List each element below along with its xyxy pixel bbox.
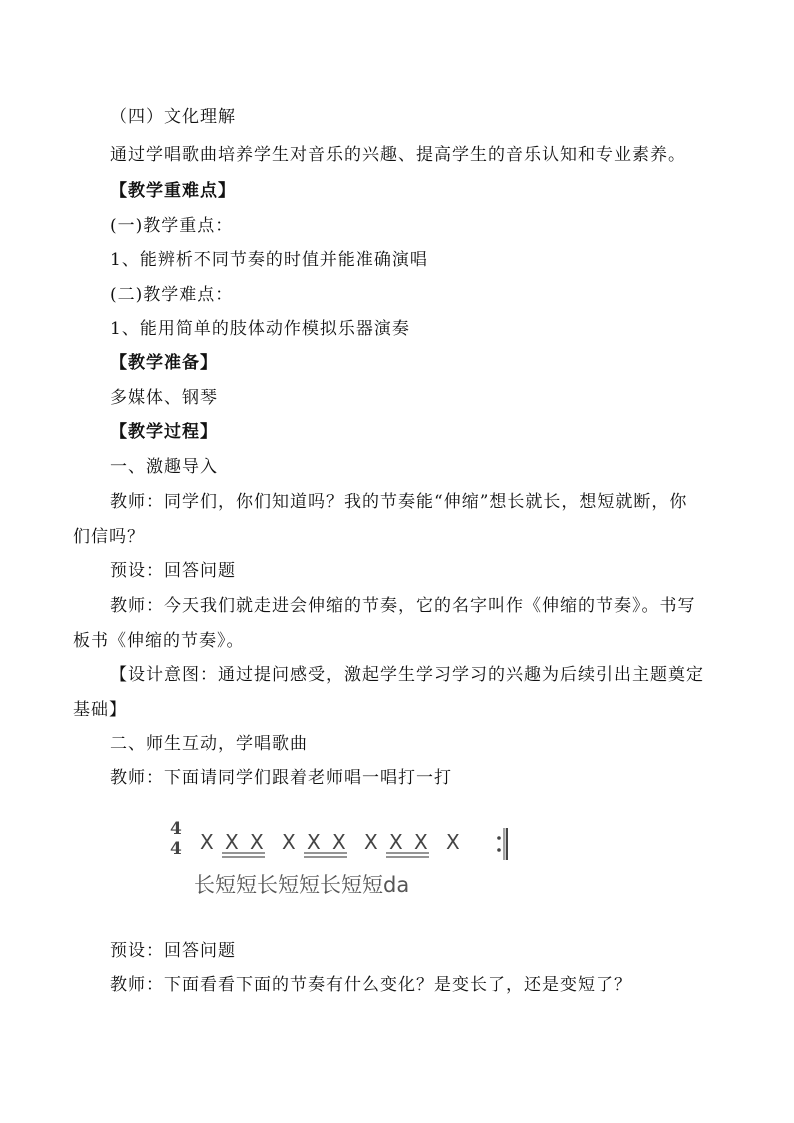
subheading-focus: (一)教学重点： — [110, 216, 234, 236]
time-signature-top: 4 — [170, 819, 182, 839]
teacher-line-1a: 教师：同学们，你们知道吗？我的节奏能“伸缩”想长就长，想短就断，你 — [110, 492, 688, 512]
teacher-line-2a: 教师：今天我们就走进会伸缩的节奏，它的名字叫作《伸缩的节奏》。书写 — [110, 596, 696, 616]
preset-line-1: 预设：回答问题 — [110, 561, 236, 581]
section-heading-culture: （四）文化理解 — [110, 107, 236, 127]
rhythm-lyrics: 长短短长短短长短短da — [194, 873, 410, 897]
rhythm-note: X — [250, 830, 264, 854]
rhythm-note: X — [282, 830, 296, 854]
teacher-line-4: 教师：下面看看下面的节奏有什么变化？是变长了，还是变短了？ — [110, 975, 632, 995]
rhythm-note: X — [225, 830, 239, 854]
step-1-heading: 一、激趣导入 — [110, 457, 218, 477]
rhythm-notation-image — [168, 812, 508, 904]
preparation-text: 多媒体、钢琴 — [110, 388, 218, 408]
rhythm-note: X — [414, 830, 428, 854]
focus-item-1: 1、能辨析不同节奏的时值并能准确演唱 — [110, 250, 428, 270]
preset-line-2: 预设：回答问题 — [110, 941, 236, 961]
paragraph-culture: 通过学唱歌曲培养学生对音乐的兴趣、提高学生的音乐认知和专业素养。 — [110, 145, 686, 165]
heading-preparation: 【教学准备】 — [110, 353, 218, 373]
difficulty-item-1: 1、能用简单的肢体动作模拟乐器演奏 — [110, 319, 410, 339]
rhythm-note: X — [364, 830, 378, 854]
design-intent-a: 【设计意图：通过提问感受，激起学生学习学习的兴趣为后续引出主题奠定 — [110, 665, 704, 685]
beam-lines — [222, 853, 429, 857]
step-2-heading: 二、师生互动，学唱歌曲 — [110, 734, 308, 754]
rhythm-note: X — [200, 830, 214, 854]
rhythm-note: X — [307, 830, 321, 854]
design-intent-b: 基础】 — [73, 700, 127, 720]
teacher-line-3: 教师：下面请同学们跟着老师唱一唱打一打 — [110, 768, 452, 788]
subheading-difficulty: (二)教学难点： — [110, 285, 234, 305]
repeat-sign — [497, 828, 507, 860]
rhythm-note: X — [446, 830, 460, 854]
heading-process: 【教学过程】 — [110, 422, 218, 442]
time-signature-bottom: 4 — [170, 839, 182, 859]
rhythm-note: X — [389, 830, 403, 854]
teacher-line-2b: 板书《伸缩的节奏》。 — [73, 631, 245, 651]
teacher-line-1b: 们信吗？ — [73, 527, 145, 547]
heading-key-points: 【教学重难点】 — [110, 181, 236, 201]
rhythm-note: X — [332, 830, 346, 854]
